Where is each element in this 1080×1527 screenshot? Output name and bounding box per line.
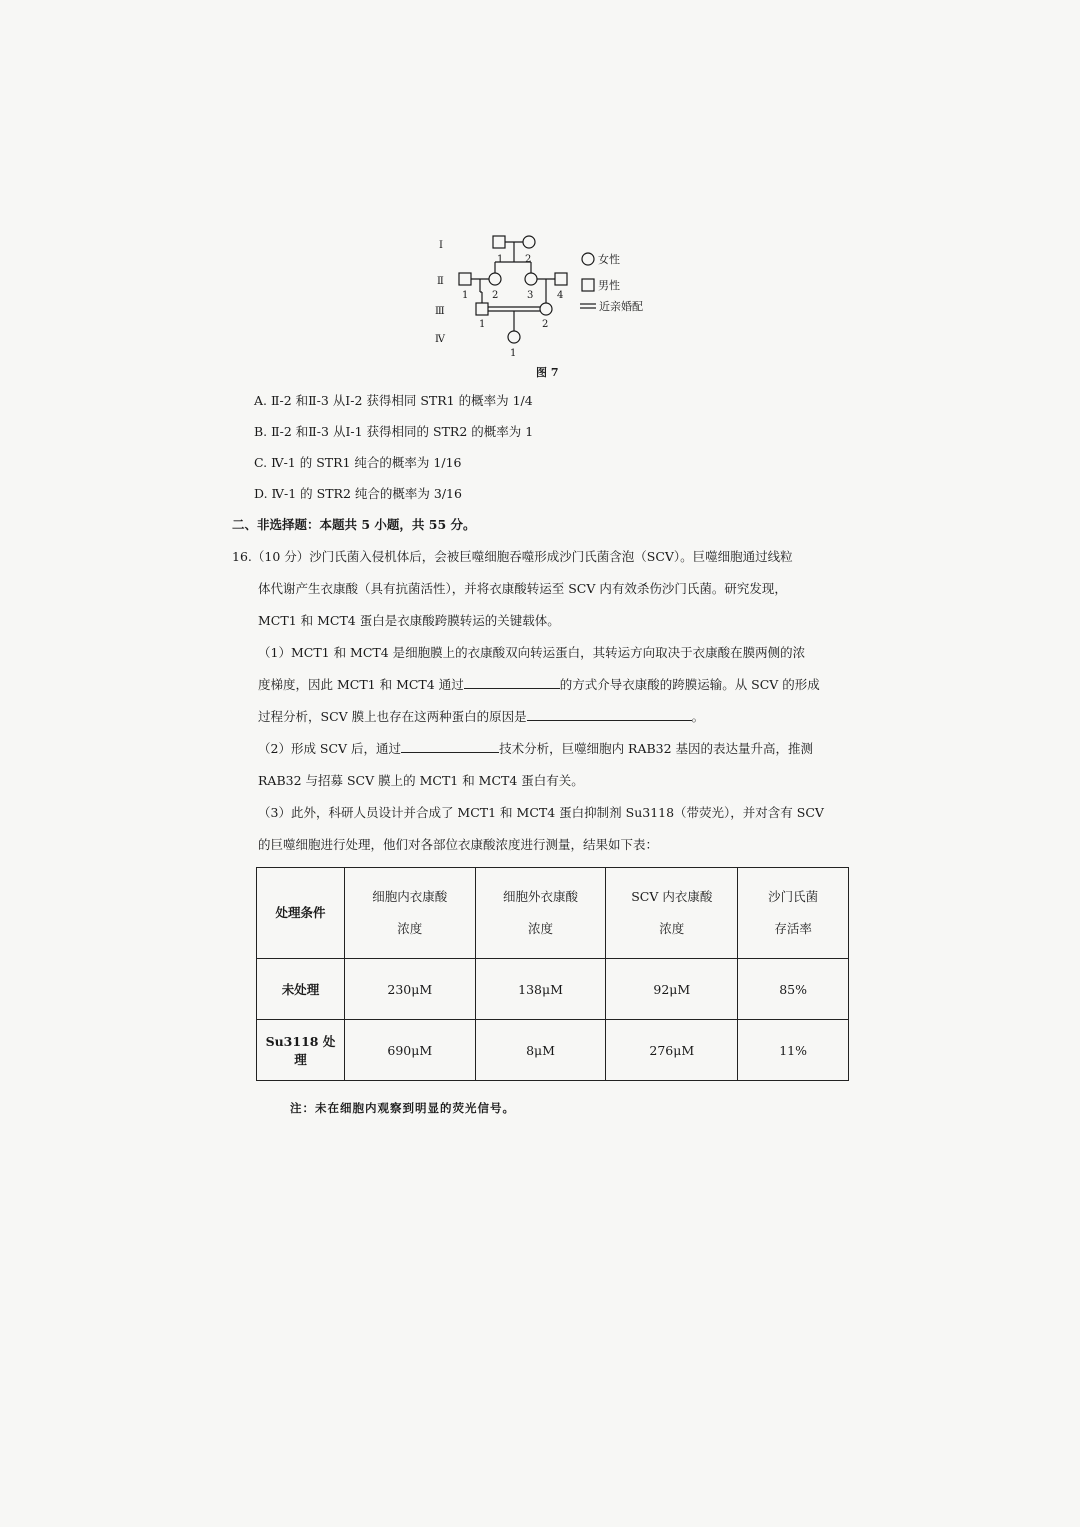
table-row — [257, 959, 849, 1020]
generation-label-III: Ⅲ — [435, 306, 445, 317]
table-cell: 8μM — [475, 1020, 606, 1081]
part1-text: 的方式介导衣康酸的跨膜运输。从 SCV 的形成 — [559, 677, 820, 692]
generation-label-IV: Ⅳ — [435, 334, 445, 345]
part2-text: （2）形成 SCV 后，通过 — [258, 741, 402, 756]
pedigree-female-II-3 — [525, 273, 537, 285]
pedigree-male-II-1 — [459, 273, 471, 285]
option-text: Ⅱ-2 和Ⅱ-3 从Ⅰ-2 获得相同 STR1 的概率为 1/4 — [271, 393, 533, 408]
answer-blank-3[interactable] — [401, 740, 499, 753]
question-intro-line: 体代谢产生衣康酸（具有抗菌活性），并将衣康酸转运至 SCV 内有效杀伤沙门氏菌。研究发现， — [258, 581, 787, 596]
table-header-cell: SCV 内衣康酸 浓度 — [606, 868, 738, 959]
table-cell: 276μM — [606, 1020, 738, 1081]
part1-text: 过程分析，SCV 膜上也存在这两种蛋白的原因是 — [258, 709, 527, 724]
option-label: B. — [254, 424, 268, 439]
option-label: C. — [254, 455, 268, 470]
part2-line: RAB32 与招募 SCV 膜上的 MCT1 和 MCT4 蛋白有关。 — [258, 773, 584, 788]
pedigree-female-IV-1 — [508, 331, 520, 343]
individual-number: 1 — [510, 348, 517, 358]
figure-caption: 图 7 — [536, 366, 559, 379]
answer-blank-1[interactable] — [464, 676, 560, 689]
table-header-cell: 细胞外衣康酸 浓度 — [475, 868, 606, 959]
legend-male-symbol — [582, 279, 594, 291]
individual-number: 2 — [492, 290, 499, 301]
legend-female-symbol — [582, 253, 594, 265]
table-cell: 690μM — [344, 1020, 475, 1081]
table-cell: 230μM — [344, 959, 475, 1020]
option-d — [254, 484, 462, 502]
individual-number: 4 — [557, 290, 564, 301]
part1-line — [258, 675, 820, 693]
answer-blank-2[interactable] — [527, 708, 692, 721]
pedigree-male-I-1 — [493, 236, 505, 248]
individual-number: 1 — [462, 290, 469, 301]
option-c — [254, 453, 461, 471]
table-cell: 138μM — [475, 959, 606, 1020]
part1-line: （1）MCT1 和 MCT4 是细胞膜上的衣康酸双向转运蛋白，其转运方向取决于衣康酸在膜两侧的浓 — [258, 645, 806, 660]
option-a — [254, 391, 533, 409]
table-note: 注：未在细胞内观察到明显的荧光信号。 — [290, 1101, 515, 1115]
generation-label-II: Ⅱ — [437, 276, 444, 287]
table-cell: 85% — [738, 959, 849, 1020]
generation-label-I: Ⅰ — [439, 240, 443, 251]
legend-consanguineous-label: 近亲婚配 — [599, 300, 643, 313]
table-header-cell: 沙门氏菌 存活率 — [738, 868, 849, 959]
question-intro-line: 16.（10 分）沙门氏菌入侵机体后，会被巨噬细胞吞噬形成沙门氏菌含泡（SCV）。巨噬细胞通过线粒 — [232, 549, 793, 564]
part1-text: 。 — [691, 709, 705, 724]
pedigree-female-II-2 — [489, 273, 501, 285]
question-intro-line: MCT1 和 MCT4 蛋白是衣康酸跨膜转运的关键载体。 — [258, 613, 560, 628]
option-label: A. — [254, 393, 268, 408]
individual-number: 2 — [525, 254, 532, 265]
pedigree-male-II-4 — [555, 273, 567, 285]
option-label: D. — [254, 486, 268, 501]
table-header-row — [257, 868, 849, 959]
pedigree-male-III-1 — [476, 303, 488, 315]
table-cell: 11% — [738, 1020, 849, 1081]
table-cell: 未处理 — [257, 959, 345, 1020]
table-header-cell: 细胞内衣康酸 浓度 — [344, 868, 475, 959]
table-header-cell: 处理条件 — [257, 868, 345, 959]
pedigree-figure — [425, 228, 665, 358]
option-text: Ⅱ-2 和Ⅱ-3 从Ⅰ-1 获得相同的 STR2 的概率为 1 — [271, 424, 534, 439]
option-text: Ⅳ-1 的 STR2 纯合的概率为 3/16 — [271, 486, 462, 501]
legend-male-label: 男性 — [598, 279, 620, 292]
part2-line — [258, 739, 813, 757]
individual-number: 3 — [527, 290, 534, 301]
individual-number: 1 — [497, 254, 504, 265]
individual-number: 1 — [479, 319, 486, 330]
part1-text: 度梯度，因此 MCT1 和 MCT4 通过 — [258, 677, 464, 692]
section-heading: 二、非选择题：本题共 5 小题，共 55 分。 — [232, 517, 476, 532]
table-cell: 92μM — [606, 959, 738, 1020]
part1-line — [258, 707, 704, 725]
pedigree-female-I-2 — [523, 236, 535, 248]
option-text: Ⅳ-1 的 STR1 纯合的概率为 1/16 — [271, 455, 462, 470]
part2-text: 技术分析，巨噬细胞内 RAB32 基因的表达量升高，推测 — [499, 741, 814, 756]
table-cell: Su3118 处理 — [257, 1020, 345, 1081]
part3-line: （3）此外，科研人员设计并合成了 MCT1 和 MCT4 蛋白抑制剂 Su3118（带荧光），并对含有 SCV — [258, 805, 824, 820]
legend-female-label: 女性 — [598, 253, 620, 266]
table-row — [257, 1020, 849, 1081]
pedigree-female-III-2 — [540, 303, 552, 315]
results-table — [256, 867, 849, 1081]
option-b — [254, 422, 533, 440]
part3-line: 的巨噬细胞进行处理，他们对各部位衣康酸浓度进行测量，结果如下表： — [258, 837, 659, 852]
individual-number: 2 — [542, 319, 549, 330]
